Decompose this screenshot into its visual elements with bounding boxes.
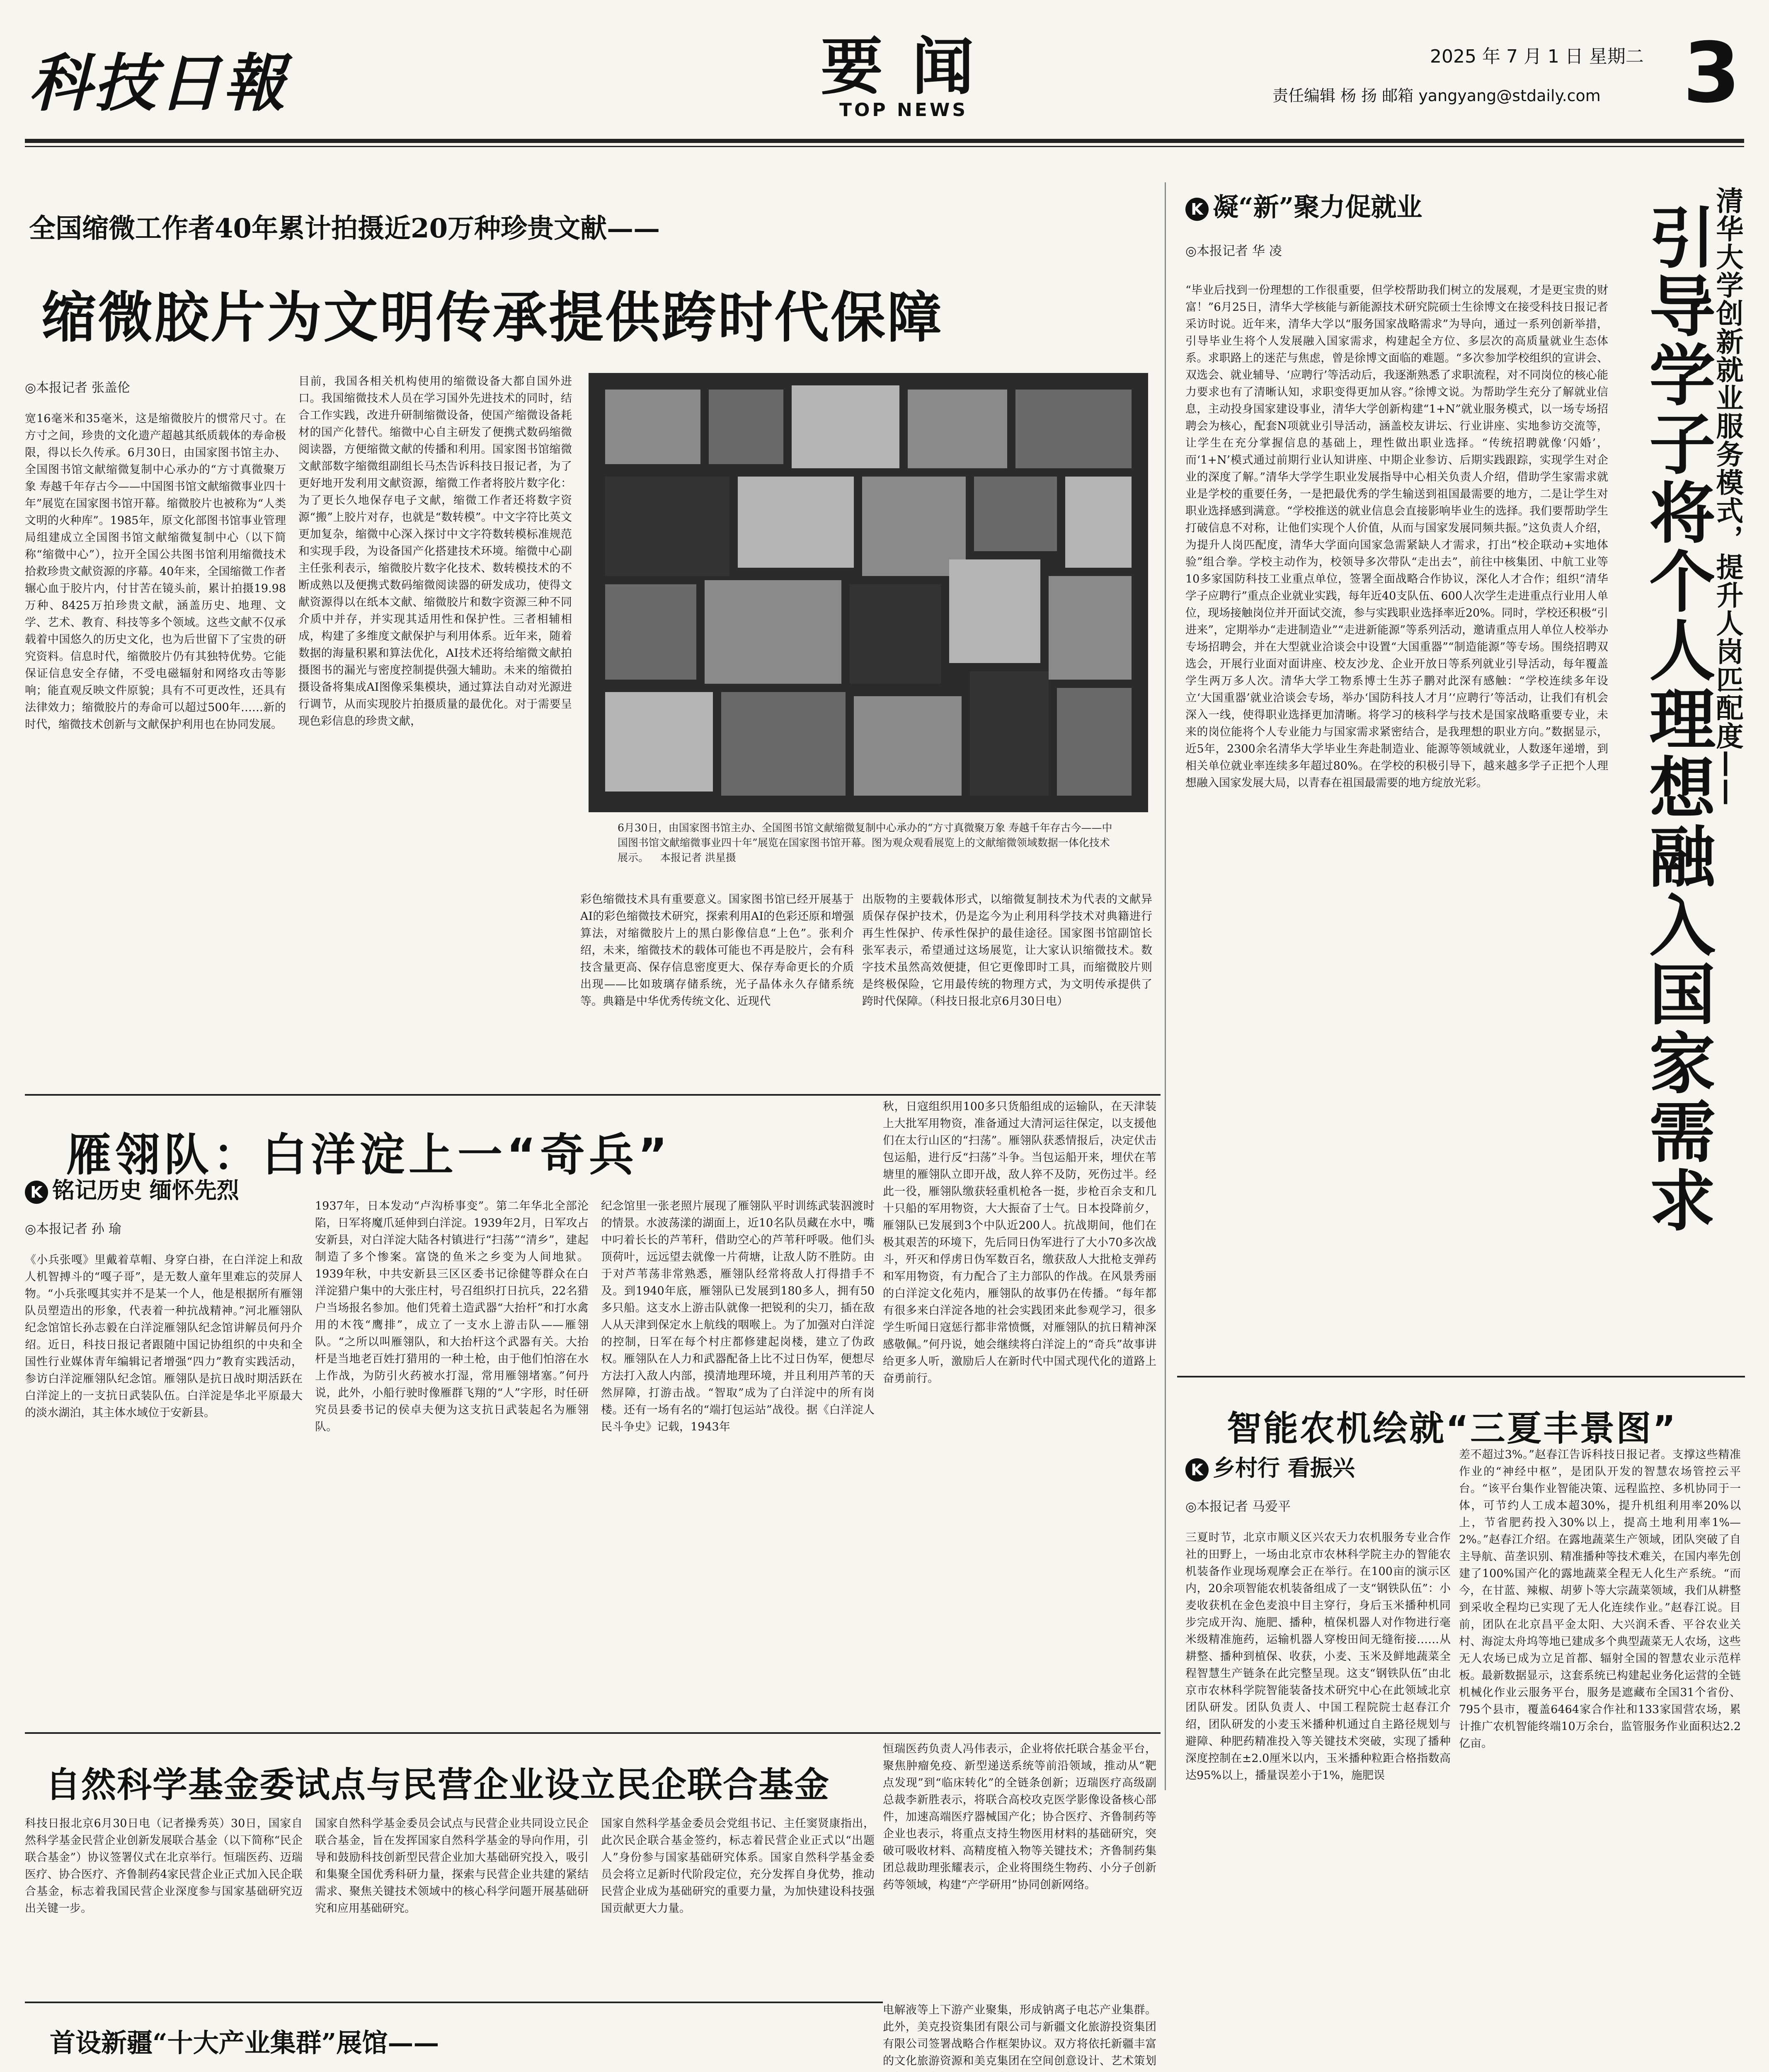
yanling-col-1: 《小兵张嘎》里戴着草帽、身穿白褂，在白洋淀上和敌人机智搏斗的“嘎子哥”，是无数人童年里难忘的荧屏人物。“小兵张嘎其实并不是某一个人，他是根据所有雁翎队员塑造出的形象，代表着一种抗战精神。”河北雁翎队纪念馆馆长孙志毅在白洋淀雁翎队纪念馆讲解员何丹介绍。近日，科技日报记者跟随中国记协组织的中央和全国性行业媒体青年编辑记者增强“四力”教育实践活动，参访白洋淀雁翎队纪念馆。雁翎队是抗日战时期活跃在白洋淀上的一支抗日武装队伍。白洋淀是华北平原最大的淡水湖泊，其主体水域位于安新县。	[25, 1254, 303, 1419]
issue-date: 2025 年 7 月 1 日 星期二	[1430, 46, 1644, 67]
yanling-byline: ◎本报记者 孙 瑜	[25, 1222, 121, 1237]
expo-col-4: 电解液等上下游产业聚集，形成钠离子电芯产业集群。此外，美克投资集团有限公司与新疆文化旅游投资集团有限公司签署战略合作框架协议。双方将依托新疆丰富的文化旅游资源和美克集团在空间创意设计、艺术策划	[883, 2004, 1156, 2067]
microfilm-byline: ◎本报记者 张盖伦	[25, 380, 130, 395]
fund-headline: 自然科学基金委试点与民营企业设立民企联合基金	[46, 1765, 830, 1805]
yanling-kicker-label: 铭记历史 缅怀先烈	[52, 1177, 239, 1203]
paper-name-logo: 科技日報	[29, 47, 288, 120]
k-badge-icon: K	[1185, 1458, 1209, 1481]
masthead	[0, 0, 1769, 141]
employment-byline: ◎本报记者 华 凌	[1185, 244, 1282, 259]
expo-headline	[46, 2064, 830, 2072]
farming-col-1: 三夏时节，北京市顺义区兴农天力农机服务专业合作社的田野上，一场由北京市农林科学院主办的智能农机装备作业现场观摩会正在举行。在100亩的演示区内，20余项智能农机装备组成了一支“钢铁队伍”：小麦收获机在金色麦浪中目主穿行，身后玉米播种机同步完成开沟、施肥、播种，植保机器人对作物进行毫米级精准施药，运输机器人穿梭田间无缝衔接……从耕整、播种到植保、收获，小麦、玉米及鲜地蔬菜全程智慧生产链条在此完整呈现。这支“钢铁队伍”由北京市农林科学院智能装备技术研究中心在此领域北京团队研发。团队负责人、中国工程院院士赵春江介绍，团队研发的小麦玉米播种机通过自主路径规划与避障、种肥药精准投入等关键技术突破，实现了播种深度控制在±2.0厘米以内，玉米播种粒距合格指数高达95%以上，播量误差小于1%，施肥误	[1185, 1531, 1451, 1782]
employment-kicker-label: 凝“新”聚力促就业	[1213, 192, 1422, 222]
yanling-col-2: 1937年，日本发动“卢沟桥事变”。第二年华北全部沦陷，日军将魔爪延伸到白洋淀。1939年2月，日军攻占安新县，对白洋淀大陆各村镇进行“扫荡”“清乡”，建起制造了多个惨案。富饶的鱼米之乡变为人间地狱。1939年秋，中共安新县三区区委书记徐健等群众在白洋淀猎户集中的大张庄村，号召组织打日抗兵，22名猎户当场报名参加。他们凭着土造武器“大抬杆”和打水禽用的木筏“鹰排”，成立了一支水上游击队——雁翎队。“之所以叫雁翎队，和大抬杆这个武器有关。大抬杆是当地老百姓打猎用的一种土枪，由于他们怕溶在水上作战，为防引火药被水打湿，常用雁翎堵塞。”何丹说，此外，小船行驶时像雁群飞翔的“人”字形，时任研究员县委书记的侯卓夫便为这支抗日武装起名为雁翎队。	[315, 1200, 589, 1433]
masthead-rule	[25, 139, 1744, 143]
section-rule-expo	[25, 2002, 883, 2003]
exhibition-photo-caption	[618, 821, 1115, 887]
employment-col: “毕业后找到一份理想的工作很重要，但学校帮助我们树立的发展观，才是更宝贵的财富！”6月25日，清华大学核能与新能源技术研究院硕士生徐博文在接受科技日报记者采访时说。近年来，清华大学以“服务国家战略需求”为导向，通过一系列创新举措，引导毕业生将个人发展融入国家需求，构建起全方位、多层次的高质量就业生态体系。求职路上的迷茫与焦虑，曾是徐博文面临的难题。“多次参加学校组织的宣讲会、双选会、就业辅导、‘应聘行’等活动后，我逐渐熟悉了求职流程，对不同岗位的核心能力要求也有了清晰认知，求职变得更加从容。”徐博文说。为帮助学生充分了解就业信息，主动投身国家建设事业，清华大学创新构建“1+N”就业服务模式，以一场专场招聘会为核心，配套N项就业引导活动，涵盖校友讲坛、行业讲座、实地参访交流等，让学生在充分掌握信息的基础上，理性做出职业选择。“传统招聘就像‘闪婚’，而‘1+N’模式通过前期行业认知讲座、中期企业参访、后期实践跟踪，实现学生对企业的深度了解。”清华大学学生职业发展指导中心相关负责人介绍，借助学生家需求就业是学校的重要任务，一是把最优秀的学生输送到祖国最需要的地方，二是让学生对职业选择感到满意。“学校推送的就业信息会直接影响毕业生的选择。我们要帮助学生打破信息不对称，让他们实现个人价值，从而与国家发展同频共振。”这负责人介绍，为提升人岗匹配度，清华大学面向国家急需紧缺人才需求，打出“校企联动+实地体验”组合拳。学校主动作为，校领导多次带队“走出去”，前往中核集团、中航工业等10多家国防科技工业重点单位，签署全面战略合作协议，深化人才合作；组织“清华学子应聘行”重点企业就业实践，每年近40支队伍、600人次学生走进重点行业用人单位，现场接触岗位并开面试交流，参与实践职业选择率近20%。同时，学校还积极“引进来”，定期举办“走进制造业”“走进新能源”等系列活动，邀请重点用人单位人校举办专场招聘会，并在大型就业洽谈会中设置“大国重器”“制造能源”等专场。围绕招聘双选会，开展行业面对面讲座、校友沙龙、企业开放日等系列就业引导活动，每年覆盖学生两万多人次。清华大学工物系博士生苏子鹏对此深有感触：“学校连续多年设立‘大国重器’就业洽谈会专场，举办‘国防科技人才月’‘应聘行’等活动，让我们有机会深入一线，使得职业选择更加清晰。将学习的核科学与技术是国家战略重要专业，未来的岗位能将个人专业能力与国家需求紧密结合，是我理想的职业方向。”数据显示，近5年，2300余名清华大学毕业生奔赴制造业、能源等领域就业，人数逐年递增，到相关单位就业率连续多年超过80%。在学校的积极引导下，越来越多学子正把个人理想融入国家发展大局，以青春在祖国最需要的地方绽放光彩。	[1185, 284, 1608, 789]
microfilm-col-1: 宽16毫米和35毫米，这是缩微胶片的惯常尺寸。在方寸之间，珍贵的文化遗产超越其纸质载体的寿命极限，得以长久传承。6月30日，由国家图书馆主办、全国图书馆文献缩微复制中心承办的“方寸真微聚万象 寿越千年存古今——中国图书馆文献缩微事业四十年”展览在国家图书馆开幕。缩微胶片也被称为“人类文明的火种库”。1985年，原文化部图书馆事业管理局组建成立全国图书馆文献缩微复制中心（以下简称“缩微中心”），拉开全国公共图书馆利用缩微技术拾救珍贵文献资源的序幕。40年来，全国缩微工作者辗心血于胶片内，付甘苦在镜头前，累计拍摄19.98万种、8425万拍珍贵文献，涵盖历史、地理、文学、艺术、教育、科技等多个领域。这些文献不仅承载着中国悠久的历史文化，也为后世留下了宝贵的研究资料。信息时代，缩微胶片仍有其独特优势。它能保证信息安全存储，不受电磁辐射和网络攻击等影响；能直观反映文件原貌；具有不可更改性，还具有法律效力；缩微胶片的寿命可以超过500年……新的时代，缩微技术创新与文献保护利用也在协同发展。	[25, 412, 286, 731]
fund-col-1: 科技日报北京6月30日电（记者操秀英）30日，国家自然科学基金民营企业创新发展联合基金（以下简称“民企联合基金”）协议签署仪式在北京举行。恒瑞医药、迈瑞医疗、协合医疗、齐鲁制药4家民营企业正式加入民企联合基金，标志着我国民营企业深度参与国家基础研究迈出关键一步。	[25, 1817, 303, 1915]
farming-kicker	[1185, 1450, 1355, 1482]
farming-kicker-label: 乡村行 看振兴	[1213, 1455, 1355, 1481]
yanling-col-4: 秋，日寇组织用100多只货船组成的运输队，在天津装上大批军用物资，准备通过大清河运往保定，以支援他们在太行山区的“扫荡”。雁翎队获悉情报后，决定伏击包运船，进行反“扫荡”斗争。当包运船开来，埋伏在苇塘里的雁翎队立即开战，敌人猝不及防，死伤过半。经此一役，雁翎队缴获轻重机枪各一挺，步枪百余支和几十只船的军用物资，大大振奋了士气。日本投降前夕，雁翎队已发展到3个中队近200人。抗战期间，他们在极其艰苦的环境下，先后同日伪军进行了大小70多次战斗，歼灭和俘虏日伪军数百名，缴获敌人大批枪支弹药和军用物资，有力配合了主力部队的作战。在风景秀丽的白洋淀文化苑内，雁翎队的故事仍在传播。“每年都有很多来白洋淀各地的社会实践团来此参观学习，很多学生听闻日寇惩行都非常愤慨，对雁翎队的抗日精神深感敬佩。”何丹说，她会继续将白洋淀上的“奇兵”故事讲给更多人听，激励后人在新时代中国式现代化的道路上奋勇前行。	[883, 1100, 1156, 1385]
expo-kicker: 首设新疆“十大产业集群”展馆——	[50, 2028, 439, 2058]
fund-col-2: 国家自然科学基金委员会试点与民营企业共同设立民企联合基金，旨在发挥国家自然科学基金的导向作用，引导和鼓励科技创新型民营企业加大基础研究投入，吸引和集聚全国优秀科研力量，探索与民营企业共建的紧结需求、聚焦关键技术领域中的核心科学问题开展基础研究和应用基础研究。	[315, 1817, 589, 1915]
microfilm-kicker: 全国缩微工作者40年累计拍摄近20万种珍贵文献——	[29, 213, 660, 244]
k-badge-icon: K	[1185, 198, 1209, 221]
editor-line: 责任编辑 杨 扬 邮箱 yangyang@stdaily.com	[1272, 87, 1601, 105]
yanling-kicker	[25, 1173, 239, 1205]
section-title: 要闻	[821, 31, 1003, 103]
employment-vertical-headline: 引导学子将个人理想融入国家需求	[1638, 203, 1716, 1235]
yanling-headline: 雁翎队：白洋淀上一“奇兵”	[66, 1129, 671, 1181]
microfilm-col-3: 彩色缩微技术具有重要意义。国家图书馆已经开展基于AI的彩色缩微技术研究，探索利用AI的色彩还原和增强算法，对缩微胶片上的黑白影像信息“上色”。张利介绍，未来，缩微技术的载体可能也不再是胶片，会有科技含量更高、保存信息密度更大、保存寿命更长的介质出现——比如玻璃存储系统，光子晶体永久存储系统等。典籍是中华优秀传统文化、近现代	[580, 893, 854, 1008]
section-rule-fund	[25, 1732, 1161, 1734]
masthead-rule-thin	[25, 146, 1744, 147]
fund-col-3: 国家自然科学基金委员会党组书记、主任窦贤康指出，此次民企联合基金签约，标志着民营企业正式以“出题人”身份参与国家基础研究体系。国家自然科学基金委员会将立足新时代阶段定位，充分发挥自身优势，推动民营企业成为基础研究的重要力量，为加快建设科技强国贡献更大力量。	[601, 1817, 875, 1915]
microfilm-col-4: 出版物的主要载体形式，以缩微复制技术为代表的文献异质保存保护技术，仍是迄今为止利用科学技术对典籍进行再生性保护、传承性保护的最佳途径。国家图书馆副馆长张军表示，希望通过这场展览，让大家认识缩微技术。数字技术虽然高效便捷，但它更像即时工具，而缩微胶片则是终极保险，它用最传统的物理方式，为文明传承提供了跨时代保障。（科技日报北京6月30日电）	[862, 893, 1152, 1008]
yanling-col-3: 纪念馆里一张老照片展现了雁翎队平时训练武装泅渡时的情景。水波荡漾的湖面上，近10名队员藏在水中，嘴中叼着长长的芦苇秆，借助空心的芦苇秆呼吸。他们头顶荷叶，远远望去就像一片荷塘，让敌人防不胜防。由于对芦苇荡非常熟悉，雁翎队经常将敌人打得措手不及。到1940年底，雁翎队已发展到180多人，拥有50多只船。这支水上游击队就像一把锐利的尖刀，插在敌人从天津到保定水上航线的咽喉上。为了加强对白洋淀的控制，日军在每个村庄都修建起岗楼，建立了伪政权。雁翎队在人力和武器配备上比不过日伪军，便想尽方法打入敌人内部，摸清地理环境，并且利用芦苇的天然屏障，打游击战。“智取”成为了白洋淀中的所有岗楼。还有一场有名的“端打包运站”战役。据《白洋淀人民斗争史》记载，1943年	[601, 1200, 875, 1433]
section-title-en: TOP NEWS	[839, 99, 968, 121]
page-number: 3	[1683, 25, 1741, 121]
section-rule-farming	[1177, 1376, 1745, 1377]
farming-col-2: 差不超过3%。”赵春江告诉科技日报记者。支撑这些精准作业的“神经中枢”，是团队开发的智慧农场管控云平台。“该平台集作业智能决策、远程监控、多机协同于一体，可节约人工成本超30%，提升机组利用率20%以上，节省肥药投入30%以上，提高土地利用率1%—2%。”赵春江介绍。在露地蔬菜生产领域，团队突破了自主导航、苗垄识别、精准播种等技术难关，在国内率先创建了100%国产化的露地蔬菜全程无人化生产系统。“而今，在甘蓝、辣椒、胡萝卜等大宗蔬菜领域，我们从耕整到采收全程均已实现了无人化连续作业。”赵春江说。目前，团队在北京昌平金太阳、大兴润禾香、平谷农业关村、海淀太舟坞等地已建成多个典型蔬菜无人农场，这些无人农场已成为立足首都、辐射全国的智慧农业示范样板。最新数据显示，这套系统已构建起业务化运营的全链机械化作业云服务平台，服务是遮藏布全国31个省份、795个县市，覆盖6464家合作社和133家国营农场，累计推广农机智能终端10万余台，监管服务作业面积达2.2亿亩。	[1459, 1448, 1741, 1750]
fund-col-4: 恒瑞医药负责人冯伟表示，企业将依托联合基金平台，聚焦肿瘤免疫、新型递送系统等前沿领域，推动从“靶点发现”到“临床转化”的全链条创新；迈瑞医疗高级副总裁李新胜表示，将联合高校攻克医学影像设备核心部件，加速高端医疗器械国产化；协合医疗、齐鲁制药等企业也表示，将重点支持生物医用材料的基础研究，突破可吸收材料、高精度植入物等关键技术；齐鲁制药集团总裁助理张耀表示，企业将围绕生物药、小分子创新药等领域，构建“产学研用”协同创新网络。	[883, 1743, 1156, 1891]
exhibition-photo	[589, 373, 1148, 812]
k-badge-icon: K	[25, 1181, 48, 1204]
column-divider	[1165, 182, 1166, 1790]
microfilm-col-2: 目前，我国各相关机构使用的缩微设备大都自国外进口。我国缩微技术人员在学习国外先进技术的同时，结合工作实践，改进升研制缩微设备，使国产缩微设备耗材的国产化替代。缩微中心自主研发了便携式数码缩微阅读器，方便缩微文献的传播和利用。国家图书馆缩微文献部数字缩微组副组长马杰告诉科技日报记者，为了更好地开发利用文献资源，缩微工作者将胶片数字化：为了更长久地保存电子文献，缩微工作者还将数字资源“搬”上胶片对存，也就是“数转模”。中文字符比英文更加复杂，缩微中心深入探讨中文字符数转模标准规范和实现手段，为设备国产化搭建技术环境。缩微中心副主任张利表示，缩微胶片数字化技术、数转模技术的不断成熟以及便携式数码缩微阅读器的研发成功，使得文献资源得以在纸本文献、缩微胶片和数字资源三种不同介质中并存，并实现其适用性和保护性。三者相辅相成，构建了多维度文献保护与利用体系。近年来，随着数据的海量积累和算法优化，AI技术还将给缩微文献拍摄图书的漏光与密度控制提供强大辅助。未来的缩微拍摄设备将集成AI图像采集模块，通过算法自动对光源进行调节，从而实现胶片拍摄质量的最优化。对于需要呈现色彩信息的珍贵文献，	[298, 375, 572, 728]
employment-kicker	[1185, 186, 1422, 223]
photo-caption-text: 6月30日，由国家图书馆主办、全国图书馆文献缩微复制中心承办的“方寸真微聚万象 寿越千年存古今——中国图书馆文献缩微事业四十年”展览在国家图书馆开幕。图为观众观看展览上的文献缩微领域数据一体化技术展示。	[618, 822, 1112, 864]
microfilm-headline: 缩微胶片为文明传承提供跨时代保障	[41, 286, 943, 350]
section-rule-yanling	[25, 1094, 1161, 1096]
farming-headline: 智能农机绘就“三夏丰景图”	[1227, 1408, 1677, 1449]
employment-vertical-kicker: 清华大学创新就业服务模式，提升人岗匹配度——	[1711, 186, 1743, 806]
farming-byline: ◎本报记者 马爱平	[1185, 1499, 1291, 1514]
photo-credit: 本报记者 洪星摄	[660, 852, 736, 864]
